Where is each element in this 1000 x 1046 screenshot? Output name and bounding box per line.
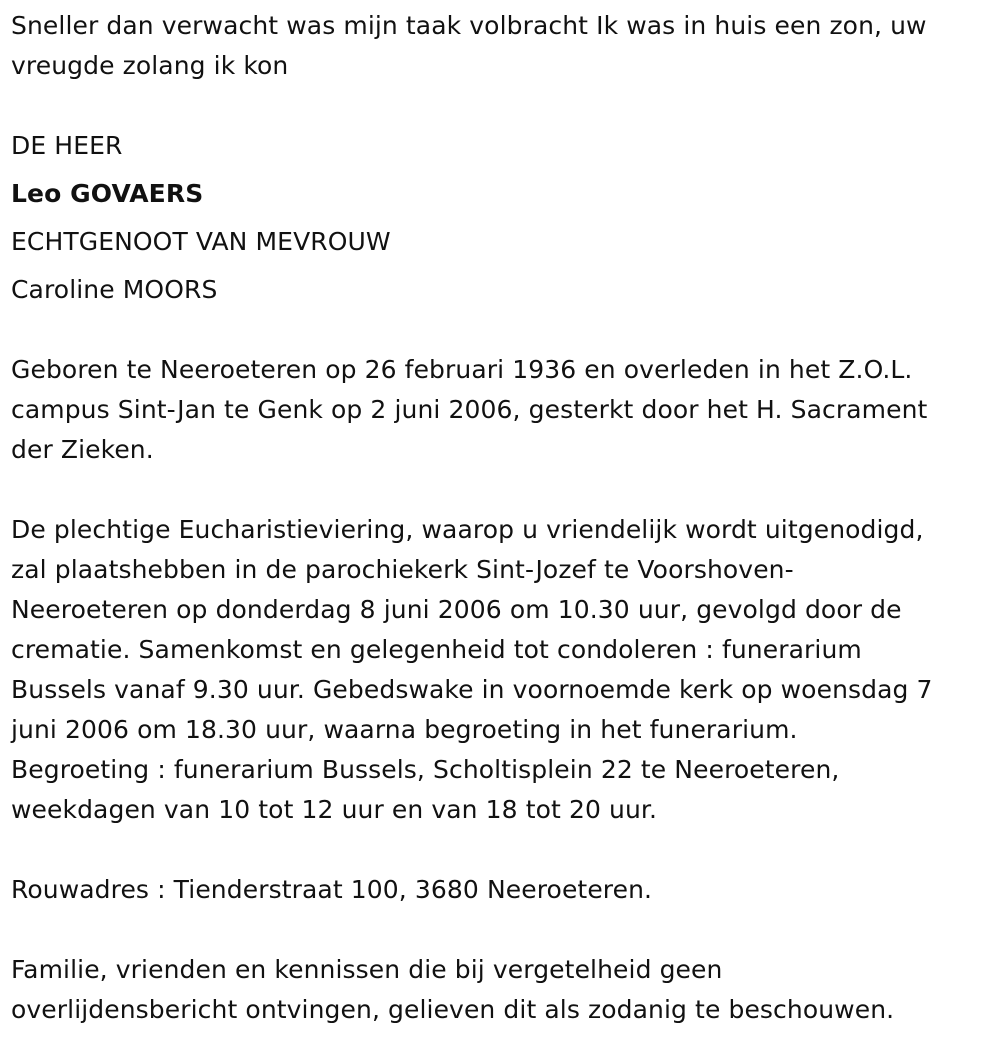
title-prefix: DE HEER <box>11 131 123 160</box>
birth-death-line-2: campus Sint-Jan te Genk op 2 juni 2006, gesterkt door het H. Sacrament <box>11 395 928 424</box>
ceremony-line-5: Bussels vanaf 9.30 uur. Gebedswake in voornoemde kerk op woensdag 7 <box>11 675 933 704</box>
ceremony-line-3: Neeroeteren op donderdag 8 juni 2006 om 10.30 uur, gevolgd door de <box>11 595 902 624</box>
opening-verse-line-2: vreugde zolang ik kon <box>11 51 289 80</box>
birth-death-line-1: Geboren te Neeroeteren op 26 februari 1936 en overleden in het Z.O.L. <box>11 355 913 384</box>
mourning-address: Rouwadres : Tienderstraat 100, 3680 Neeroeteren. <box>11 875 653 904</box>
ceremony-line-2: zal plaatshebben in de parochiekerk Sint-Jozef te Voorshoven- <box>11 555 794 584</box>
ceremony-line-8: weekdagen van 10 tot 12 uur en van 18 tot 20 uur. <box>11 795 658 824</box>
ceremony-line-6: juni 2006 om 18.30 uur, waarna begroeting in het funerarium. <box>11 715 798 744</box>
ceremony-line-1: De plechtige Eucharistieviering, waarop u vriendelijk wordt uitgenodigd, <box>11 515 924 544</box>
birth-death-line-3: der Zieken. <box>11 435 154 464</box>
spouse-name: Caroline MOORS <box>11 275 218 304</box>
spouse-relation: ECHTGENOOT VAN MEVROUW <box>11 227 391 256</box>
opening-verse-line-1: Sneller dan verwacht was mijn taak volbracht Ik was in huis een zon, uw <box>11 11 927 40</box>
ceremony-line-7: Begroeting : funerarium Bussels, Scholtisplein 22 te Neeroeteren, <box>11 755 840 784</box>
ceremony-line-4: crematie. Samenkomst en gelegenheid tot condoleren : funerarium <box>11 635 862 664</box>
deceased-name: Leo GOVAERS <box>11 179 204 208</box>
closing-note-line-1: Familie, vrienden en kennissen die bij vergetelheid geen <box>11 955 723 984</box>
closing-note-line-2: overlijdensbericht ontvingen, gelieven dit als zodanig te beschouwen. <box>11 995 895 1024</box>
